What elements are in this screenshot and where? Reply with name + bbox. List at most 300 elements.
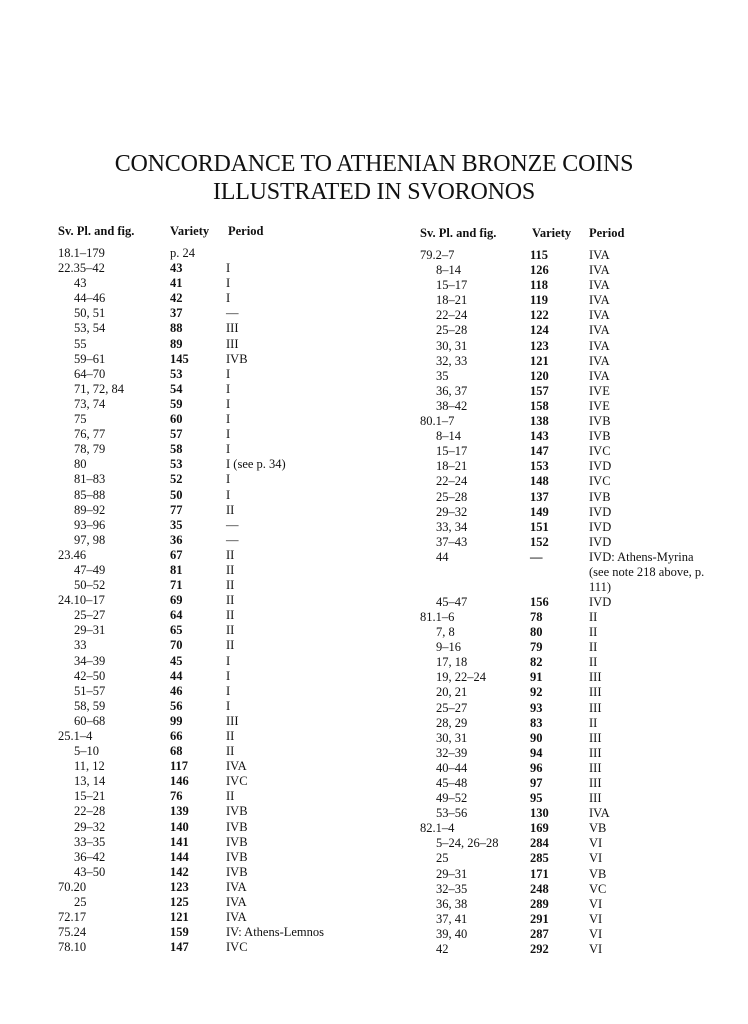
period-cell: IVB: [226, 804, 248, 819]
table-row: [420, 384, 710, 399]
table-row: [420, 836, 710, 851]
variety-cell: 89: [170, 336, 183, 351]
period-cell: II: [589, 640, 598, 655]
figure-cell: 38–42: [436, 398, 468, 413]
table-body: [420, 248, 710, 957]
figure-cell: 80: [74, 457, 87, 472]
figure-cell: 25–28: [436, 323, 468, 338]
period-cell: IVC: [226, 774, 248, 789]
table-row: [58, 457, 348, 472]
period-cell: III: [589, 730, 602, 745]
header-fig: Sv. Pl. and fig.: [420, 226, 497, 240]
variety-cell: 35: [170, 517, 183, 532]
table-row: [420, 308, 710, 323]
table-row: [58, 412, 348, 427]
period-cell: III: [589, 685, 602, 700]
table-row: [420, 369, 710, 384]
variety-cell: —: [530, 549, 543, 564]
period-cell: I: [226, 698, 231, 713]
period-cell: I: [226, 366, 231, 381]
table-row: [420, 505, 710, 520]
variety-cell: 147: [530, 444, 549, 459]
period-cell: IVB: [589, 489, 611, 504]
figure-cell: 29–32: [74, 819, 106, 834]
period-cell: I: [226, 396, 231, 411]
table-row: [420, 354, 710, 369]
figure-cell: 36–42: [74, 849, 106, 864]
table-row: [58, 895, 348, 910]
table-row: [420, 746, 710, 761]
period-cell: II: [226, 547, 235, 562]
period-cell: I: [226, 487, 231, 502]
table-row: [420, 821, 710, 836]
figure-cell: 59–61: [74, 351, 106, 366]
figure-cell: 22.35–42: [58, 261, 105, 276]
table-row: [58, 321, 348, 336]
variety-cell: 71: [170, 578, 183, 593]
page-title: [0, 150, 748, 206]
variety-cell: 67: [170, 547, 183, 562]
variety-cell: 96: [530, 760, 543, 775]
period-cell: IVA: [226, 895, 247, 910]
variety-cell: 285: [530, 851, 549, 866]
table-row: [58, 865, 348, 880]
figure-cell: 15–17: [436, 278, 468, 293]
figure-cell: 28, 29: [436, 715, 468, 730]
table-row: [58, 246, 348, 261]
table-row: [420, 912, 710, 927]
period-cell: VB: [589, 821, 607, 836]
table-row: [58, 835, 348, 850]
table-row: [58, 261, 348, 276]
variety-cell: 248: [530, 881, 549, 896]
table-row: [58, 337, 348, 352]
period-cell: VI: [589, 926, 603, 941]
figure-cell: 29–31: [436, 866, 468, 881]
variety-cell: 126: [530, 263, 549, 278]
variety-cell: 92: [530, 685, 543, 700]
period-cell: IVA: [589, 308, 610, 323]
table-row: [420, 625, 710, 640]
figure-cell: 37–43: [436, 534, 468, 549]
variety-cell: 122: [530, 308, 549, 323]
table-row: [420, 670, 710, 685]
variety-cell: 151: [530, 519, 549, 534]
figure-cell: 50–52: [74, 578, 106, 593]
figure-cell: 18.1–179: [58, 246, 105, 260]
variety-cell: 143: [530, 429, 549, 444]
figure-cell: 33–35: [74, 834, 106, 849]
variety-cell: 158: [530, 398, 549, 413]
figure-cell: 22–28: [74, 804, 106, 819]
figure-cell: 73, 74: [74, 396, 106, 411]
variety-cell: 93: [530, 700, 543, 715]
table-row: [58, 789, 348, 804]
variety-cell: 43: [170, 261, 183, 276]
period-cell: I: [226, 291, 231, 306]
variety-cell: 42: [170, 291, 183, 306]
figure-cell: 53, 54: [74, 321, 106, 336]
variety-cell: 284: [530, 836, 549, 851]
figure-cell: 45–47: [436, 594, 468, 609]
variety-cell: 37: [170, 306, 183, 321]
figure-cell: 18–21: [436, 293, 468, 308]
period-cell: IVB: [226, 834, 248, 849]
figure-cell: 35: [436, 368, 449, 383]
variety-cell: 70: [170, 638, 183, 653]
period-cell: II: [226, 623, 235, 638]
period-cell: II: [589, 655, 598, 670]
figure-cell: 78, 79: [74, 442, 106, 457]
period-cell: III: [589, 760, 602, 775]
table-row: [58, 638, 348, 653]
figure-cell: 22–24: [436, 474, 468, 489]
period-cell: VI: [589, 836, 603, 851]
figure-cell: 33: [74, 638, 87, 653]
table-row: [58, 804, 348, 819]
table-row: [58, 684, 348, 699]
period-cell: III: [589, 776, 602, 790]
table-row: [420, 655, 710, 670]
figure-cell: 25: [436, 851, 449, 866]
figure-cell: 51–57: [74, 683, 106, 698]
variety-cell: 54: [170, 381, 183, 396]
figure-cell: 15–21: [74, 789, 106, 804]
table-row: [420, 806, 710, 821]
table-row: [420, 867, 710, 882]
table-row: [58, 563, 348, 578]
table-row: [420, 339, 710, 354]
variety-cell: 142: [170, 864, 189, 879]
variety-cell: 124: [530, 323, 549, 338]
figure-cell: 75.24: [58, 925, 87, 940]
variety-cell: 144: [170, 849, 189, 864]
figure-cell: 25–28: [436, 489, 468, 504]
table-row: [58, 352, 348, 367]
table-row: [58, 623, 348, 638]
variety-cell: 149: [530, 504, 549, 519]
variety-cell: 123: [530, 338, 549, 353]
period-cell: II: [226, 638, 235, 653]
variety-cell: 148: [530, 474, 549, 489]
period-cell: I: [226, 668, 231, 683]
table-row: [420, 731, 710, 746]
variety-cell: 41: [170, 276, 183, 291]
period-cell: VI: [589, 851, 603, 866]
figure-cell: 40–44: [436, 760, 468, 775]
variety-cell: 36: [170, 532, 183, 547]
period-cell: III: [226, 321, 239, 336]
period-cell: I: [226, 653, 231, 668]
figure-cell: 81–83: [74, 472, 106, 487]
period-cell: IVA: [226, 759, 247, 774]
figure-cell: 23.46: [58, 547, 87, 562]
period-cell: —: [226, 517, 239, 532]
period-cell: IVA: [589, 293, 610, 308]
period-cell: IVE: [589, 398, 610, 413]
variety-cell: 287: [530, 926, 549, 941]
header-fig: Sv. Pl. and fig.: [58, 224, 135, 238]
figure-cell: 13, 14: [74, 774, 106, 789]
variety-cell: 97: [530, 776, 543, 790]
table-row: [58, 608, 348, 623]
table-row: [420, 897, 710, 912]
table-row: [58, 820, 348, 835]
figure-cell: 43–50: [74, 864, 106, 879]
variety-cell: 147: [170, 940, 189, 955]
figure-cell: 29–31: [74, 623, 106, 638]
period-cell: IVC: [226, 940, 248, 955]
figure-cell: 30, 31: [436, 338, 468, 353]
period-cell: IVB: [589, 429, 611, 444]
figure-cell: 71, 72, 84: [74, 381, 124, 396]
figure-cell: 17, 18: [436, 655, 468, 670]
concordance-table-left: [58, 224, 348, 955]
period-cell: IVC: [589, 474, 611, 489]
table-row: [58, 759, 348, 774]
period-cell: IVA: [589, 248, 610, 262]
period-cell: VB: [589, 866, 607, 881]
variety-cell: 157: [530, 383, 549, 398]
figure-cell: 39, 40: [436, 926, 468, 941]
variety-cell: 80: [530, 625, 543, 640]
period-cell: III: [589, 670, 602, 685]
period-cell: IVA: [589, 278, 610, 293]
figure-cell: 43: [74, 276, 87, 291]
figure-cell: 22–24: [436, 308, 468, 323]
table-row: [420, 293, 710, 308]
period-cell: IVD: [589, 594, 612, 609]
variety-cell: 137: [530, 489, 549, 504]
variety-cell: 125: [170, 895, 189, 910]
table-row: [58, 276, 348, 291]
figure-cell: 20, 21: [436, 685, 468, 700]
variety-cell: 119: [530, 293, 549, 308]
table-row: [420, 791, 710, 806]
period-cell: IVA: [589, 806, 610, 821]
table-row: [58, 503, 348, 518]
table-row: [58, 654, 348, 669]
period-cell: —: [226, 532, 239, 547]
variety-cell: p. 24: [170, 246, 195, 260]
period-cell: I: [226, 472, 231, 487]
table-header: [58, 224, 348, 246]
period-cell: IVE: [589, 383, 610, 398]
variety-cell: 289: [530, 896, 549, 911]
figure-cell: 5–24, 26–28: [436, 836, 499, 851]
variety-cell: 159: [170, 925, 189, 940]
variety-cell: 46: [170, 683, 183, 698]
figure-cell: 18–21: [436, 459, 468, 474]
period-cell: I: [226, 276, 231, 291]
table-row: [58, 367, 348, 382]
table-row: [58, 729, 348, 744]
period-cell: IVA: [589, 368, 610, 383]
period-cell: VI: [589, 896, 603, 911]
table-row: [420, 248, 710, 263]
figure-cell: 32–39: [436, 745, 468, 760]
figure-cell: 80.1–7: [420, 414, 455, 429]
table-row: [58, 382, 348, 397]
figure-cell: 5–10: [74, 744, 99, 759]
table-row: [420, 535, 710, 550]
figure-cell: 30, 31: [436, 730, 468, 745]
figure-cell: 44: [436, 549, 449, 564]
variety-cell: 121: [170, 910, 189, 925]
figure-cell: 34–39: [74, 653, 106, 668]
figure-cell: 25–27: [74, 608, 106, 623]
variety-cell: 120: [530, 368, 549, 383]
variety-cell: 77: [170, 502, 183, 517]
figure-cell: 8–14: [436, 263, 461, 278]
variety-cell: 138: [530, 414, 549, 429]
figure-cell: 78.10: [58, 940, 87, 955]
variety-cell: 45: [170, 653, 183, 668]
header-period: Period: [589, 226, 625, 240]
table-row: [58, 940, 348, 955]
table-row: [58, 488, 348, 503]
figure-cell: 32, 33: [436, 353, 468, 368]
variety-cell: 60: [170, 412, 183, 427]
figure-cell: 53–56: [436, 806, 468, 821]
variety-cell: 141: [170, 834, 189, 849]
figure-cell: 85–88: [74, 487, 106, 502]
period-cell: III: [226, 713, 239, 728]
period-cell: VC: [589, 881, 607, 896]
header-variety: Variety: [170, 224, 210, 238]
table-row: [420, 459, 710, 474]
variety-cell: 66: [170, 729, 183, 743]
figure-cell: 32–35: [436, 881, 468, 896]
figure-cell: 79.2–7: [420, 248, 455, 262]
variety-cell: 169: [530, 821, 549, 836]
table-row: [58, 910, 348, 925]
table-row: [420, 263, 710, 278]
table-row: [58, 442, 348, 457]
period-cell: IVA: [589, 263, 610, 278]
table-row: [420, 851, 710, 866]
figure-cell: 36, 38: [436, 896, 468, 911]
variety-cell: 52: [170, 472, 183, 487]
variety-cell: 78: [530, 609, 543, 624]
table-row: [420, 399, 710, 414]
table-row: [58, 744, 348, 759]
figure-cell: 19, 22–24: [436, 670, 486, 685]
figure-cell: 42–50: [74, 668, 106, 683]
table-row: [420, 701, 710, 716]
period-cell: II: [226, 729, 235, 743]
period-cell: II: [226, 744, 235, 759]
period-cell: IVA: [589, 338, 610, 353]
table-row: [58, 714, 348, 729]
period-cell: IVA: [589, 353, 610, 368]
figure-cell: 55: [74, 336, 87, 351]
figure-cell: 25–27: [436, 700, 468, 715]
table-row: [420, 278, 710, 293]
variety-cell: 64: [170, 608, 183, 623]
table-row: [420, 490, 710, 505]
variety-cell: 117: [170, 759, 189, 774]
figure-cell: 15–17: [436, 444, 468, 459]
table-row: [58, 850, 348, 865]
period-cell: IVA: [226, 879, 247, 894]
table-row: [420, 776, 710, 791]
table-row: [58, 593, 348, 608]
figure-cell: 7, 8: [436, 625, 455, 640]
period-cell: II: [589, 715, 598, 730]
variety-cell: 90: [530, 730, 543, 745]
period-cell: II: [589, 625, 598, 640]
table-row: [58, 548, 348, 563]
figure-cell: 60–68: [74, 713, 106, 728]
figure-cell: 72.17: [58, 910, 87, 925]
table-row: [420, 429, 710, 444]
figure-cell: 37, 41: [436, 911, 468, 926]
period-cell: I (see p. 34): [226, 457, 286, 472]
figure-cell: 11, 12: [74, 759, 105, 774]
variety-cell: 140: [170, 819, 189, 834]
variety-cell: 91: [530, 670, 543, 685]
period-cell: II: [226, 593, 235, 608]
header-period: Period: [228, 224, 264, 238]
figure-cell: 49–52: [436, 791, 468, 806]
period-cell: IVB: [226, 351, 248, 366]
variety-cell: 146: [170, 774, 189, 789]
variety-cell: 58: [170, 442, 183, 457]
table-row: [420, 444, 710, 459]
figure-cell: 24.10–17: [58, 593, 105, 608]
table-row: [58, 669, 348, 684]
table-row: [58, 306, 348, 321]
table-row: [58, 533, 348, 548]
header-variety: Variety: [532, 226, 572, 240]
period-cell: IVB: [226, 819, 248, 834]
table-row: [58, 397, 348, 412]
period-cell: III: [589, 745, 602, 760]
variety-cell: 79: [530, 640, 543, 655]
period-cell: II: [226, 789, 235, 804]
table-row: [58, 291, 348, 306]
table-row: [420, 550, 710, 595]
period-cell: I: [226, 442, 231, 457]
period-cell: IVD: [589, 534, 612, 549]
period-cell: IVD: Athens-Myrina (see note 218 above, p. 111): [589, 549, 705, 595]
variety-cell: 145: [170, 351, 189, 366]
period-cell: I: [226, 261, 231, 276]
table-row: [420, 685, 710, 700]
variety-cell: 94: [530, 745, 543, 760]
variety-cell: 95: [530, 791, 543, 806]
figure-cell: 93–96: [74, 517, 106, 532]
figure-cell: 64–70: [74, 366, 106, 381]
period-cell: III: [589, 791, 602, 806]
period-cell: II: [226, 562, 235, 577]
period-cell: IVA: [226, 910, 247, 925]
period-cell: I: [226, 381, 231, 396]
table-row: [420, 520, 710, 535]
figure-cell: 50, 51: [74, 306, 106, 321]
variety-cell: 53: [170, 366, 183, 381]
variety-cell: 83: [530, 715, 543, 730]
title-line-2: ILLUSTRATED IN SVORONOS: [212, 179, 536, 205]
period-cell: IVD: [589, 504, 612, 519]
period-cell: VI: [589, 911, 603, 926]
variety-cell: 118: [530, 278, 549, 293]
table-row: [58, 774, 348, 789]
table-row: [420, 942, 710, 957]
period-cell: IVD: [589, 459, 612, 474]
period-cell: II: [589, 609, 598, 624]
